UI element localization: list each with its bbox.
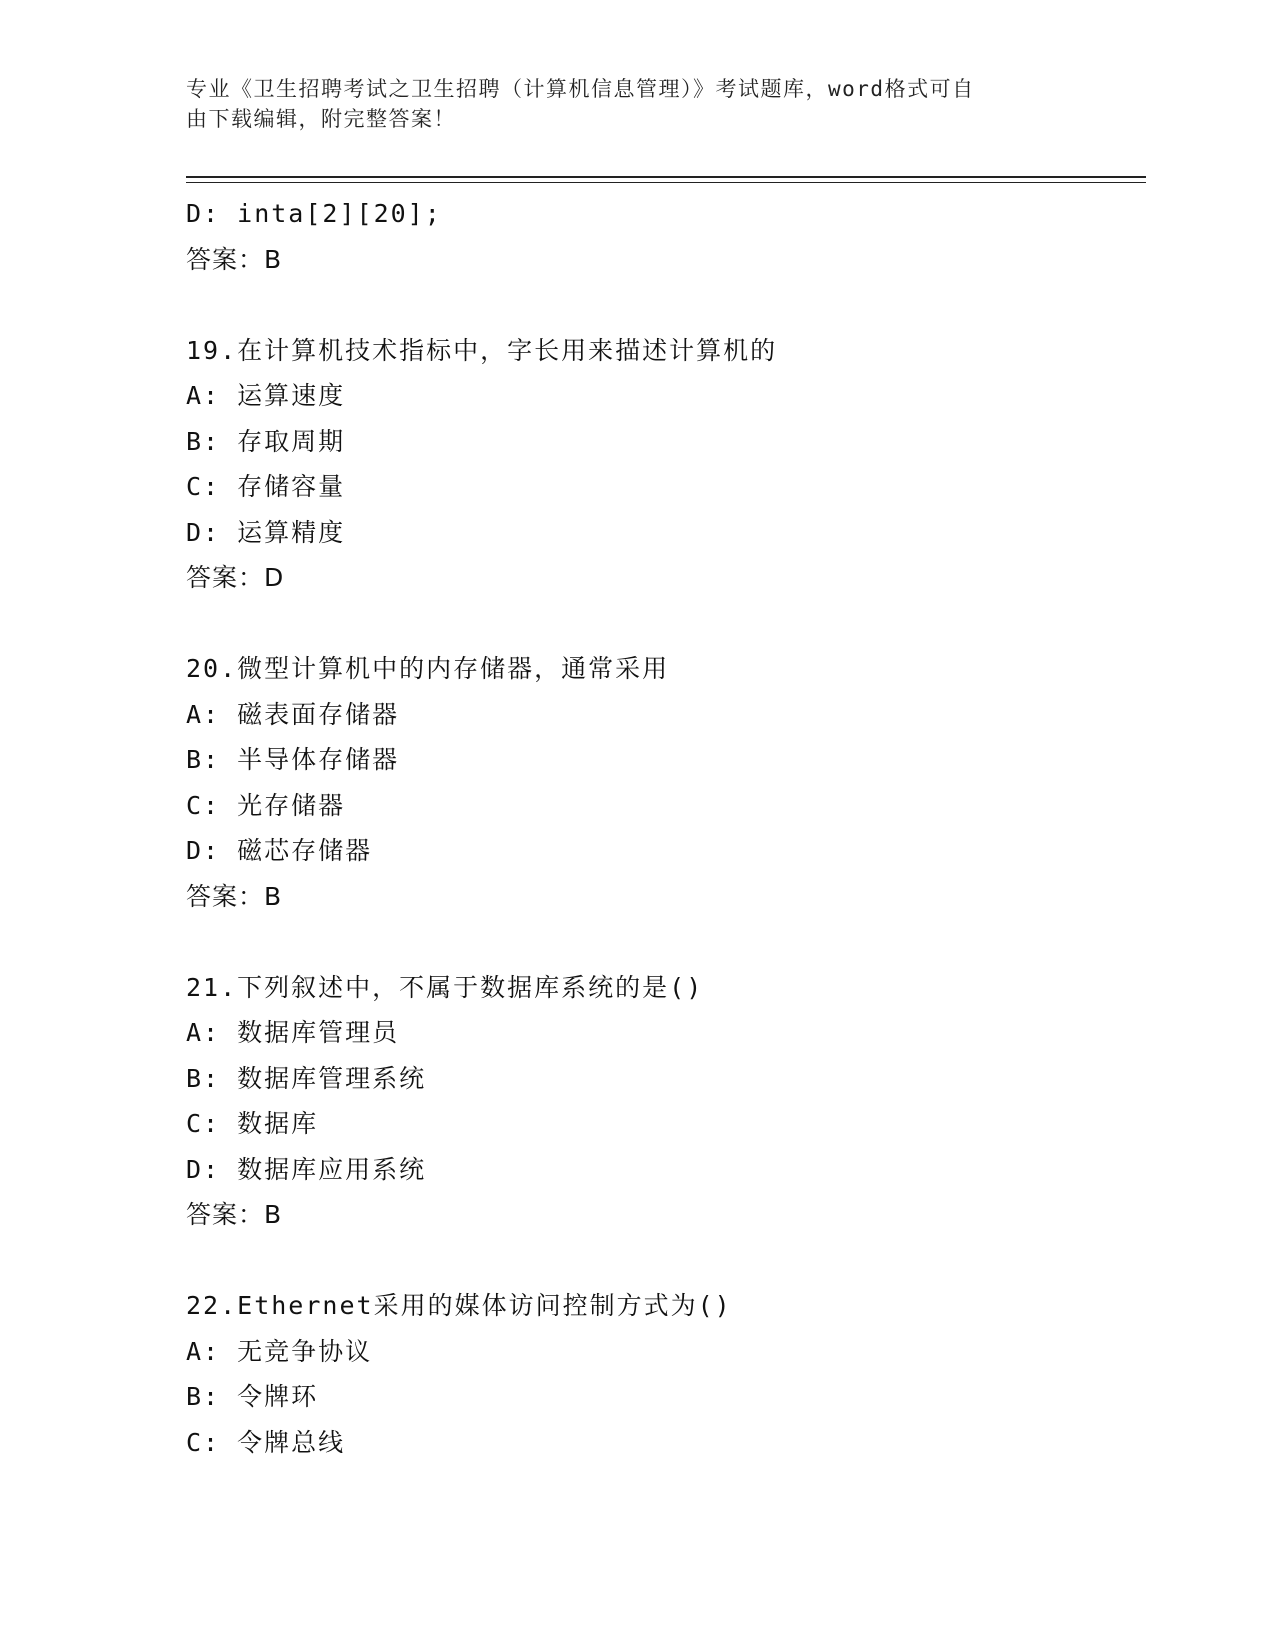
header-divider-thick: [186, 176, 1146, 178]
option-b: B: 存取周期: [186, 426, 346, 456]
option-d: D: 磁芯存储器: [186, 836, 373, 865]
header-line-1: 专业《卫生招聘考试之卫生招聘（计算机信息管理）》考试题库，word格式可自: [186, 77, 975, 101]
option-c: C: 令牌总线: [186, 1427, 346, 1457]
question-21: [186, 965, 1126, 1238]
carryover-block: [186, 191, 1126, 282]
option-d: D: 运算精度: [186, 517, 346, 547]
question-text: 19.在计算机技术指标中，字长用来描述计算机的: [186, 335, 778, 365]
option-a: A: 无竞争协议: [186, 1336, 373, 1366]
question-content: [186, 191, 1126, 1465]
option-d: D: 数据库应用系统: [186, 1154, 427, 1184]
answer-line: 答案：B: [186, 881, 283, 911]
question-22: [186, 1283, 1126, 1465]
question-text: 20.微型计算机中的内存储器，通常采用: [186, 654, 670, 683]
question-19: [186, 328, 1126, 601]
question-text: 22.Ethernet采用的媒体访问控制方式为(): [186, 1291, 732, 1320]
option-c: C: 光存储器: [186, 790, 346, 820]
question-20: [186, 646, 1126, 919]
option-b: B: 数据库管理系统: [186, 1063, 427, 1093]
answer-line: 答案：B: [186, 244, 283, 274]
option-c: C: 数据库: [186, 1109, 319, 1138]
option-a: A: 运算速度: [186, 381, 346, 410]
question-text: 21.下列叙述中，不属于数据库系统的是(): [186, 972, 704, 1002]
answer-line: 答案：D: [186, 563, 285, 592]
option-c: C: 存储容量: [186, 472, 346, 501]
document-header: [186, 74, 1066, 134]
header-line-2: 由下载编辑，附完整答案！: [186, 107, 456, 131]
option-a: A: 数据库管理员: [186, 1018, 400, 1047]
option-b: B: 半导体存储器: [186, 745, 400, 774]
answer-line: 答案：B: [186, 1200, 283, 1229]
option-a: A: 磁表面存储器: [186, 699, 400, 729]
option-b: B: 令牌环: [186, 1382, 319, 1411]
header-divider-thin: [186, 182, 1146, 183]
option-d: D: inta[2][20];: [186, 199, 442, 228]
